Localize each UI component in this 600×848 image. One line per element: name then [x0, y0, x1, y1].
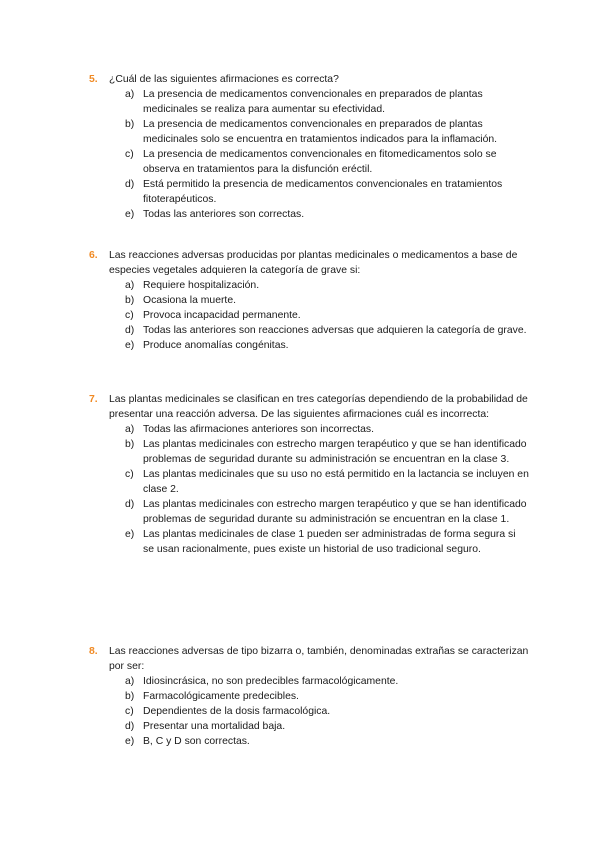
option-text: Todas las anteriores son reacciones adversas que adquieren la categoría de grave.: [143, 325, 527, 336]
option-text: Ocasiona la muerte.: [143, 295, 236, 306]
option-letter: b): [125, 119, 135, 130]
options-list: [89, 278, 529, 353]
option-letter: c): [125, 149, 134, 160]
option-letter: e): [125, 340, 135, 351]
option-text: La presencia de medicamentos convencionales en preparados de plantas medicinales solo se encuentra en tratamientos indicados para la inflamación.: [143, 119, 498, 145]
question-header: [89, 248, 529, 278]
option-text: Las plantas medicinales con estrecho margen terapéutico y que se han identificado problemas de seguridad durante su administración se encuentran en la clase 3.: [143, 439, 527, 465]
question-number: 5.: [89, 74, 98, 85]
question-header: [89, 644, 529, 674]
option-letter: c): [125, 706, 134, 717]
option-letter: b): [125, 691, 135, 702]
option-text: Dependientes de la dosis farmacológica.: [143, 706, 331, 717]
option-c: [125, 308, 529, 323]
option-c: [125, 147, 529, 177]
option-e: [125, 527, 529, 557]
option-a: [125, 422, 529, 437]
option-a: [125, 87, 529, 117]
question-text: Las plantas medicinales se clasifican en tres categorías dependiendo de la probabilidad de presentar una reacción adversa. De las siguientes afirmaciones cuál es incorrecta:: [109, 394, 528, 420]
option-d: [125, 497, 529, 527]
option-letter: a): [125, 676, 135, 687]
question-7: [89, 392, 529, 557]
question-5: [89, 72, 529, 222]
options-list: [89, 422, 529, 557]
question-text: ¿Cuál de las siguientes afirmaciones es correcta?: [109, 74, 339, 85]
option-letter: a): [125, 280, 135, 291]
option-text: Provoca incapacidad permanente.: [143, 310, 301, 321]
option-text: B, C y D son correctas.: [143, 736, 250, 747]
option-letter: e): [125, 736, 135, 747]
option-c: [125, 467, 529, 497]
question-8: [89, 644, 529, 749]
question-6: [89, 248, 529, 353]
option-letter: d): [125, 721, 135, 732]
option-a: [125, 674, 529, 689]
option-d: [125, 719, 529, 734]
option-letter: b): [125, 295, 135, 306]
option-letter: e): [125, 529, 135, 540]
option-d: [125, 177, 529, 207]
option-text: Las plantas medicinales con estrecho margen terapéutico y que se han identificado problemas de seguridad durante su administración se encuentran en la clase 1.: [143, 499, 527, 525]
option-letter: c): [125, 469, 134, 480]
option-text: Requiere hospitalización.: [143, 280, 260, 291]
option-letter: d): [125, 179, 135, 190]
option-a: [125, 278, 529, 293]
option-text: La presencia de medicamentos convencionales en fitomedicamentos solo se observa en tratamientos para la disfunción eréctil.: [143, 149, 497, 175]
option-text: Está permitido la presencia de medicamentos convencionales en tratamientos fitoterapéuticos.: [143, 179, 503, 205]
question-number: 8.: [89, 646, 98, 657]
question-header: [89, 72, 529, 87]
option-e: [125, 207, 529, 222]
option-text: La presencia de medicamentos convencionales en preparados de plantas medicinales se realiza para aumentar su efectividad.: [143, 89, 483, 115]
option-letter: c): [125, 310, 134, 321]
option-text: Idiosincrásica, no son predecibles farmacológicamente.: [143, 676, 399, 687]
option-text: Las plantas medicinales que su uso no está permitido en la lactancia se incluyen en clase 2.: [143, 469, 529, 495]
option-text: Las plantas medicinales de clase 1 pueden ser administradas de forma segura si se usan racionalmente, pues existe un historial de uso tradicional seguro.: [143, 529, 516, 555]
option-text: Produce anomalías congénitas.: [143, 340, 289, 351]
option-b: [125, 117, 529, 147]
option-text: Todas las afirmaciones anteriores son incorrectas.: [143, 424, 375, 435]
question-number: 7.: [89, 394, 98, 405]
option-b: [125, 689, 529, 704]
option-letter: d): [125, 325, 135, 336]
option-e: [125, 338, 529, 353]
option-letter: e): [125, 209, 135, 220]
option-letter: d): [125, 499, 135, 510]
options-list: [89, 87, 529, 222]
option-b: [125, 293, 529, 308]
question-header: [89, 392, 529, 422]
question-text: Las reacciones adversas producidas por plantas medicinales o medicamentos a base de especies vegetales adquieren la categoría de grave si:: [109, 250, 518, 276]
option-d: [125, 323, 529, 338]
option-c: [125, 704, 529, 719]
option-letter: b): [125, 439, 135, 450]
option-text: Todas las anteriores son correctas.: [143, 209, 305, 220]
options-list: [89, 674, 529, 749]
question-text: Las reacciones adversas de tipo bizarra o, también, denominadas extrañas se caracterizan por ser:: [109, 646, 529, 672]
option-text: Farmacológicamente predecibles.: [143, 691, 299, 702]
option-b: [125, 437, 529, 467]
option-text: Presentar una mortalidad baja.: [143, 721, 286, 732]
option-letter: a): [125, 424, 135, 435]
question-number: 6.: [89, 250, 98, 261]
option-e: [125, 734, 529, 749]
option-letter: a): [125, 89, 135, 100]
